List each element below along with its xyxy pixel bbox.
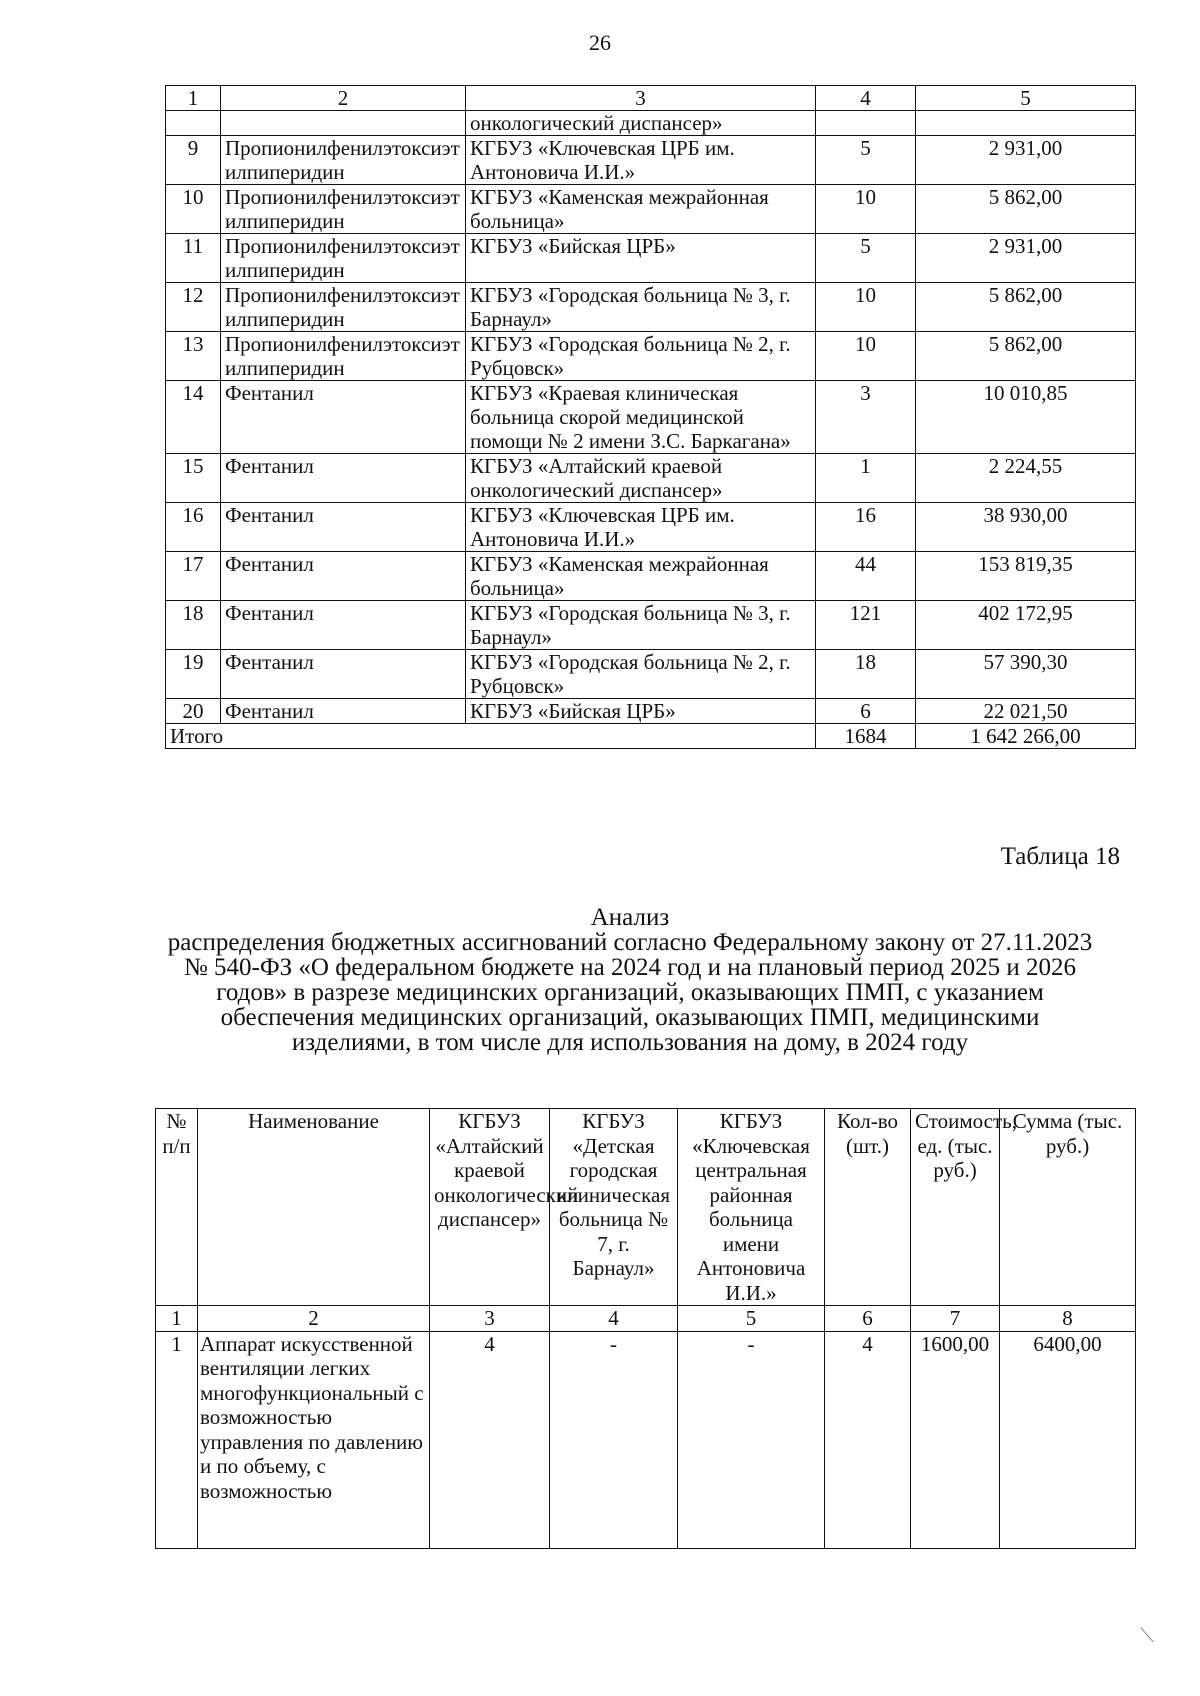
row-drug: Пропионилфенилэтоксиэтилпиперидин	[221, 332, 466, 381]
row-org: КГБУЗ «Городская больница № 3, г. Барнаул»	[466, 283, 816, 332]
header-org1: КГБУЗ «Алтайский краевой онкологический диспансер»	[430, 1109, 550, 1306]
header-qty: Кол-во (шт.)	[825, 1109, 911, 1306]
total-sum: 1 642 266,00	[916, 724, 1136, 749]
row-sum: 402 172,95	[916, 601, 1136, 650]
row-org: КГБУЗ «Городская больница № 2, г. Рубцовск»	[466, 650, 816, 699]
table-row	[166, 552, 1136, 601]
row-name: Аппарат искусственной вентиляции легких многофункциональный с возможностью управления по давлению и по объему, с возможностью	[198, 1331, 430, 1548]
col-number-2: 2	[221, 86, 466, 111]
row-drug: Фентанил	[221, 650, 466, 699]
row-no: 10	[166, 185, 221, 234]
table-row	[166, 454, 1136, 503]
col-number-1: 1	[166, 86, 221, 111]
analysis-subtitle: распределения бюджетных ассигнований согласно Федеральному закону от 27.11.2023 № 540-ФЗ «О федеральном бюджете на 2024 год и на плановый период 2025 и 2026 годов» в разрезе медицинских организаций, оказывающих ПМП, с указанием обеспечения медицинских организаций, оказывающих ПМП, медицинскими изделиями, в том числе для использования на дому, в 2024 году	[167, 929, 1093, 1056]
row-org: КГБУЗ «Городская больница № 3, г. Барнаул»	[466, 601, 816, 650]
row-no: 19	[166, 650, 221, 699]
continuation-row	[166, 111, 1136, 136]
row-no: 15	[166, 454, 221, 503]
medical-devices-table	[155, 1108, 1136, 1549]
row-org: КГБУЗ «Краевая клиническая больница скорой медицинской помощи № 2 имени З.С. Баркагана»	[466, 381, 816, 454]
row-no: 14	[166, 381, 221, 454]
row-org: КГБУЗ «Бийская ЦРБ»	[466, 234, 816, 283]
empty-cell	[166, 111, 221, 136]
row-org: КГБУЗ «Алтайский краевой онкологический диспансер»	[466, 454, 816, 503]
row-no: 9	[166, 136, 221, 185]
row-sum: 5 862,00	[916, 332, 1136, 381]
table-caption-label: Таблица 18	[1000, 843, 1120, 870]
row-qty: 10	[816, 332, 916, 381]
row-sum: 6400,00	[1000, 1331, 1136, 1548]
analysis-heading: Анализ	[590, 904, 670, 931]
row-qty: 4	[825, 1331, 911, 1548]
header-name: Наименование	[198, 1109, 430, 1306]
col-number-4: 4	[816, 86, 916, 111]
table-row	[166, 381, 1136, 454]
row-drug: Пропионилфенилэтоксиэтилпиперидин	[221, 185, 466, 234]
col-number-1: 1	[156, 1306, 198, 1332]
row-no: 16	[166, 503, 221, 552]
row-qty: 1	[816, 454, 916, 503]
row-org: КГБУЗ «Ключевская ЦРБ им. Антоновича И.И.»	[466, 503, 816, 552]
analysis-title	[160, 905, 1100, 1055]
row-drug: Пропионилфенилэтоксиэтилпиперидин	[221, 234, 466, 283]
row-org2: -	[550, 1331, 678, 1548]
page-number: 26	[589, 30, 611, 55]
row-sum: 2 931,00	[916, 234, 1136, 283]
col-number-7: 7	[911, 1306, 1000, 1332]
row-qty: 16	[816, 503, 916, 552]
column-number-row	[166, 86, 1136, 111]
empty-cell	[816, 111, 916, 136]
total-label: Итого	[166, 724, 816, 749]
row-sum: 38 930,00	[916, 503, 1136, 552]
header-no: № п/п	[156, 1109, 198, 1306]
table-row	[166, 650, 1136, 699]
table-row	[166, 503, 1136, 552]
table-row	[166, 283, 1136, 332]
col-number-3: 3	[466, 86, 816, 111]
col-number-5: 5	[678, 1306, 825, 1332]
col-number-5: 5	[916, 86, 1136, 111]
row-org: КГБУЗ «Ключевская ЦРБ им. Антоновича И.И.»	[466, 136, 816, 185]
total-qty: 1684	[816, 724, 916, 749]
row-org: КГБУЗ «Городская больница № 2, г. Рубцовск»	[466, 332, 816, 381]
header-sum: Сумма (тыс. руб.)	[1000, 1109, 1136, 1306]
row-cost: 1600,00	[911, 1331, 1000, 1548]
row-qty: 44	[816, 552, 916, 601]
row-qty: 6	[816, 699, 916, 724]
col-number-8: 8	[1000, 1306, 1136, 1332]
header-org3: КГБУЗ «Ключевская центральная районная больница имени Антоновича И.И.»	[678, 1109, 825, 1306]
col-number-4: 4	[550, 1306, 678, 1332]
row-no: 17	[166, 552, 221, 601]
continuation-org-cell: онкологический диспансер»	[466, 111, 816, 136]
row-org1: 4	[430, 1331, 550, 1548]
row-no: 1	[156, 1331, 198, 1548]
scan-mark: ⟍	[1140, 1625, 1154, 1647]
header-cost: Стоимость, ед. (тыс. руб.)	[911, 1109, 1000, 1306]
empty-cell	[916, 111, 1136, 136]
row-drug: Фентанил	[221, 381, 466, 454]
row-org: КГБУЗ «Каменская межрайонная больница»	[466, 552, 816, 601]
row-org: КГБУЗ «Бийская ЦРБ»	[466, 699, 816, 724]
row-sum: 2 931,00	[916, 136, 1136, 185]
row-drug: Пропионилфенилэтоксиэтилпиперидин	[221, 136, 466, 185]
row-no: 18	[166, 601, 221, 650]
header-row	[156, 1109, 1136, 1306]
row-no: 13	[166, 332, 221, 381]
row-qty: 5	[816, 136, 916, 185]
row-no: 11	[166, 234, 221, 283]
table-row	[166, 185, 1136, 234]
row-no: 20	[166, 699, 221, 724]
empty-cell	[221, 111, 466, 136]
row-qty: 10	[816, 283, 916, 332]
drug-distribution-table	[165, 85, 1136, 749]
table-row	[166, 234, 1136, 283]
row-qty: 121	[816, 601, 916, 650]
row-sum: 153 819,35	[916, 552, 1136, 601]
row-sum: 57 390,30	[916, 650, 1136, 699]
column-number-row	[156, 1306, 1136, 1332]
total-row	[166, 724, 1136, 749]
row-sum: 22 021,50	[916, 699, 1136, 724]
table-row	[156, 1331, 1136, 1548]
row-drug: Пропионилфенилэтоксиэтилпиперидин	[221, 283, 466, 332]
col-number-6: 6	[825, 1306, 911, 1332]
header-org2: КГБУЗ «Детская городская клиническая больница № 7, г. Барнаул»	[550, 1109, 678, 1306]
row-org3: -	[678, 1331, 825, 1548]
row-org: КГБУЗ «Каменская межрайонная больница»	[466, 185, 816, 234]
row-qty: 3	[816, 381, 916, 454]
row-drug: Фентанил	[221, 699, 466, 724]
row-qty: 5	[816, 234, 916, 283]
row-drug: Фентанил	[221, 454, 466, 503]
row-sum: 10 010,85	[916, 381, 1136, 454]
row-qty: 18	[816, 650, 916, 699]
table-row	[166, 699, 1136, 724]
row-sum: 5 862,00	[916, 283, 1136, 332]
row-qty: 10	[816, 185, 916, 234]
row-sum: 2 224,55	[916, 454, 1136, 503]
col-number-2: 2	[198, 1306, 430, 1332]
col-number-3: 3	[430, 1306, 550, 1332]
row-sum: 5 862,00	[916, 185, 1136, 234]
row-drug: Фентанил	[221, 601, 466, 650]
row-no: 12	[166, 283, 221, 332]
row-drug: Фентанил	[221, 552, 466, 601]
table-row	[166, 601, 1136, 650]
row-drug: Фентанил	[221, 503, 466, 552]
table-row	[166, 332, 1136, 381]
table-row	[166, 136, 1136, 185]
